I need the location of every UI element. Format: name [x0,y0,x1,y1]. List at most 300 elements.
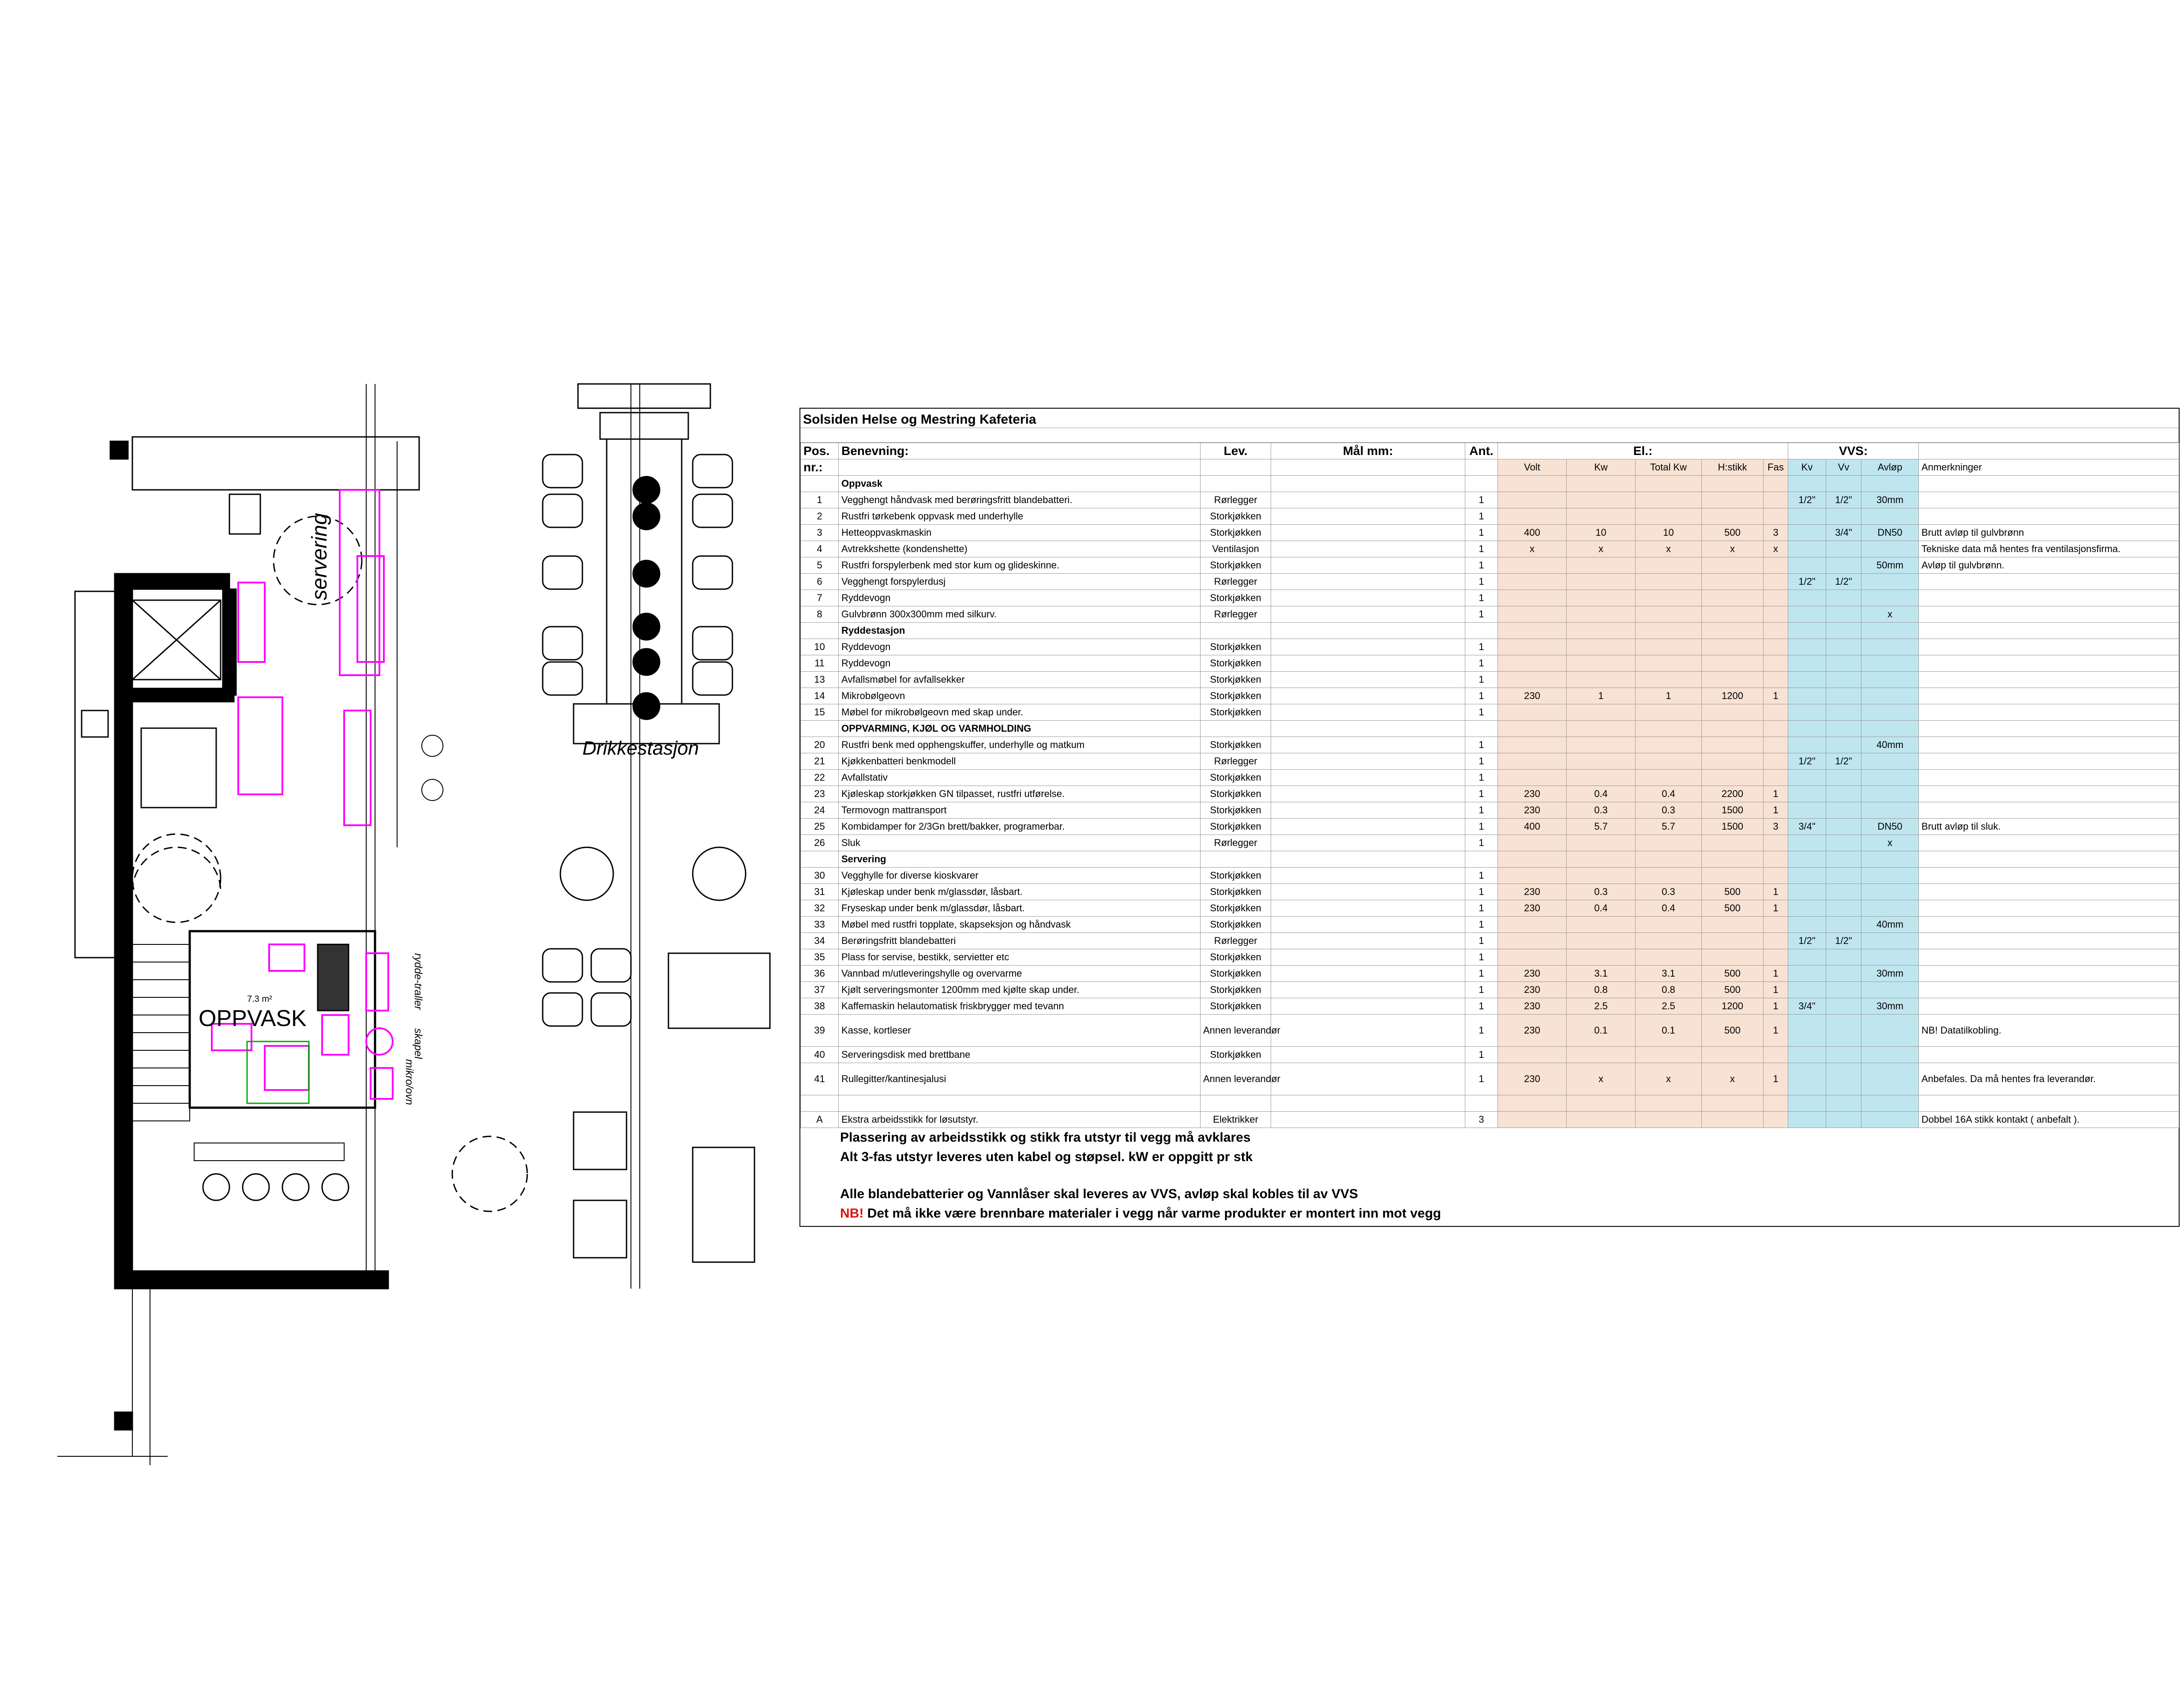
table-row [801,1112,2179,1128]
cell-total-kw: 0.4 [1636,786,1702,802]
cell-volt [1498,655,1567,672]
cell-h-stikk [1702,704,1764,721]
table-row [801,835,2179,851]
cell-kv [1788,688,1826,704]
cell-kw: 1 [1567,688,1636,704]
cell-lev: Storkjøkken [1201,508,1271,525]
cell-avlop: DN50 [1861,819,1919,835]
cell-ant: 1 [1465,492,1498,508]
cell-total-kw [1636,655,1702,672]
cell-vv [1826,868,1861,884]
cell-pos: 2 [801,508,839,525]
cell-note [1919,492,2179,508]
cell-pos: 36 [801,966,839,982]
cell-volt: 230 [1498,786,1567,802]
cell-lev: Storkjøkken [1201,688,1271,704]
cell-ant: 1 [1465,1015,1498,1047]
cell-vv [1826,900,1861,917]
cell-mal [1271,1063,1465,1095]
cell-avlop [1861,574,1919,590]
cell-total-kw [1636,1095,1702,1112]
cell-note [1919,737,2179,753]
cell-total-kw: 0.3 [1636,884,1702,900]
table-row [801,508,2179,525]
cell-lev: Storkjøkken [1201,966,1271,982]
col-total-kw: Total Kw [1636,459,1702,476]
cell-kv [1788,917,1826,933]
cell-volt: 230 [1498,884,1567,900]
cell-mal [1271,672,1465,688]
cell-name: Avfallsmøbel for avfallsekker [839,672,1201,688]
cell-mal [1271,884,1465,900]
cell-ant: 1 [1465,998,1498,1015]
header-row-2 [801,459,2179,476]
cell-h-stikk [1702,753,1764,770]
table-row [801,982,2179,998]
col-vvs: VVS: [1788,443,1919,459]
cell-pos: 4 [801,541,839,557]
cell-name: Avtrekkshette (kondenshette) [839,541,1201,557]
cell-mal [1271,868,1465,884]
cell-total-kw: 0.4 [1636,900,1702,917]
exterior-frame [75,591,115,958]
cell-h-stikk [1702,672,1764,688]
cell-note [1919,655,2179,672]
cell-kw [1567,868,1636,884]
cell-name: Avfallstativ [839,770,1201,786]
cell-mal [1271,753,1465,770]
cell-note [1919,900,2179,917]
cell-pos: 14 [801,688,839,704]
cell-fas: 1 [1764,900,1788,917]
cell-total-kw: 1 [1636,688,1702,704]
cell-avlop: 40mm [1861,917,1919,933]
cell-volt [1498,737,1567,753]
cell-kw [1567,590,1636,606]
cell-avlop [1861,1047,1919,1063]
cell-volt [1498,917,1567,933]
cell-avlop [1861,933,1919,949]
cell-ant: 1 [1465,1063,1498,1095]
cell-pos: 1 [801,492,839,508]
cell-volt: 230 [1498,982,1567,998]
table-row [801,819,2179,835]
cell-note [1919,868,2179,884]
west-wall [115,574,132,1289]
cell-lev: Elektrikker [1201,1112,1271,1128]
cell-mal [1271,1015,1465,1047]
cell-h-stikk: 500 [1702,900,1764,917]
cell-kv: 1/2" [1788,574,1826,590]
cell-kv [1788,590,1826,606]
cell-avlop [1861,900,1919,917]
cell-name: Ekstra arbeidsstikk for løsutstyr. [839,1112,1201,1128]
cell-pos: 6 [801,574,839,590]
cell-ant: 1 [1465,606,1498,623]
cell-vv [1826,1047,1861,1063]
cell-vv [1826,819,1861,835]
cell-kv [1788,1047,1826,1063]
cart [229,494,260,534]
cell-lev: Storkjøkken [1201,590,1271,606]
cell-total-kw [1636,933,1702,949]
cell-kv [1788,639,1826,655]
cell-mal [1271,933,1465,949]
cell-name: Sluk [839,835,1201,851]
cell-volt [1498,949,1567,966]
cell-avlop [1861,982,1919,998]
cell-h-stikk: 1500 [1702,802,1764,819]
label-servering: servering [308,513,331,600]
cell-h-stikk: x [1702,1063,1764,1095]
cell-ant: 1 [1465,525,1498,541]
cell-kw: 3.1 [1567,966,1636,982]
cell-pos: 25 [801,819,839,835]
turning-circle [132,834,221,922]
cell-pos: 30 [801,868,839,884]
cell-note [1919,770,2179,786]
cell-lev: Storkjøkken [1201,868,1271,884]
cell-h-stikk: 500 [1702,525,1764,541]
cell-mal [1271,1095,1465,1112]
cell-kv [1788,1015,1826,1047]
cell-avlop [1861,786,1919,802]
cell-pos: 32 [801,900,839,917]
cell-kv: 1/2" [1788,492,1826,508]
col-mal: Mål mm: [1271,443,1465,459]
cell-h-stikk [1702,1112,1764,1128]
cell-mal [1271,704,1465,721]
cell-volt: 400 [1498,525,1567,541]
cell-mal [1271,541,1465,557]
cell-h-stikk: x [1702,541,1764,557]
cell-note: NB! Datatilkobling. [1919,1015,2179,1047]
cell-kw [1567,753,1636,770]
cell-note [1919,966,2179,982]
cell-kv [1788,835,1826,851]
table-row [801,884,2179,900]
dishwasher-unit [318,944,349,1011]
cell-vv [1826,704,1861,721]
cell-kv [1788,1112,1826,1128]
cell-avlop: 40mm [1861,737,1919,753]
section-row [801,476,2179,492]
table-row [801,933,2179,949]
col-benevning: Benevning: [839,443,1201,459]
cell-vv [1826,557,1861,574]
cell-lev: Storkjøkken [1201,737,1271,753]
table-row [801,704,2179,721]
cell-fas [1764,1112,1788,1128]
table-row [801,688,2179,704]
cell-total-kw [1636,590,1702,606]
table-row [801,1063,2179,1095]
cell-avlop [1861,1112,1919,1128]
cell-kv [1788,949,1826,966]
col-lev: Lev. [1201,443,1271,459]
cell-pos: 33 [801,917,839,933]
exterior-box [82,711,108,737]
cell-kv [1788,508,1826,525]
cell-volt [1498,672,1567,688]
cell-volt [1498,590,1567,606]
cell-vv [1826,639,1861,655]
cell-avlop [1861,508,1919,525]
cell-vv [1826,835,1861,851]
table-row [801,541,2179,557]
cell-volt [1498,492,1567,508]
cell-kw [1567,639,1636,655]
cell-kw [1567,737,1636,753]
cell-ant: 1 [1465,737,1498,753]
cell-note [1919,606,2179,623]
cell-avlop [1861,672,1919,688]
cell-vv [1826,1015,1861,1047]
cell-vv [1826,541,1861,557]
cell-fas [1764,753,1788,770]
cell-mal [1271,639,1465,655]
cell-mal [1271,590,1465,606]
cell-vv [1826,949,1861,966]
col-ant: Ant. [1465,443,1498,459]
wall-column [110,441,128,459]
cell-avlop: 50mm [1861,557,1919,574]
cell-kv [1788,786,1826,802]
cell-h-stikk [1702,574,1764,590]
cell-vv [1826,802,1861,819]
door-swing [132,847,221,891]
cell-volt [1498,753,1567,770]
table-row [801,802,2179,819]
cell-name: Ryddevogn [839,655,1201,672]
cell-avlop [1861,655,1919,672]
table-row [801,525,2179,541]
cell-total-kw [1636,672,1702,688]
cell-note [1919,802,2179,819]
cell-h-stikk [1702,949,1764,966]
cell-kv: 3/4" [1788,998,1826,1015]
cell-avlop [1861,704,1919,721]
cell-note [1919,508,2179,525]
cell-lev: Annen leverandør [1201,1063,1271,1095]
cell-name: Kaffemaskin helautomatisk friskbrygger med tevann [839,998,1201,1015]
cell-ant: 1 [1465,933,1498,949]
table-row [801,655,2179,672]
cell-name: Kjøleskap under benk m/glassdør, låsbart. [839,884,1201,900]
cell-fas: 1 [1764,982,1788,998]
cell-ant: 1 [1465,508,1498,525]
cell-pos: 5 [801,557,839,574]
cell-h-stikk [1702,933,1764,949]
cell-pos: 24 [801,802,839,819]
table-row [801,1047,2179,1063]
cell-h-stikk: 1200 [1702,688,1764,704]
cell-mal [1271,982,1465,998]
north-wall [115,574,229,589]
cell-kv [1788,1095,1826,1112]
cell-volt: 230 [1498,900,1567,917]
cell-kw [1567,933,1636,949]
cell-ant: 1 [1465,1047,1498,1063]
cell-avlop [1861,590,1919,606]
cell-kv [1788,606,1826,623]
cell-mal [1271,606,1465,623]
cell-ant: 1 [1465,672,1498,688]
cell-total-kw [1636,1047,1702,1063]
cell-pos [801,1095,839,1112]
cell-volt [1498,1095,1567,1112]
cell-kv [1788,737,1826,753]
cell-fas: 3 [1764,525,1788,541]
cell-lev: Storkjøkken [1201,819,1271,835]
cell-volt [1498,639,1567,655]
cell-note [1919,590,2179,606]
cell-lev: Storkjøkken [1201,949,1271,966]
cell-pos: 35 [801,949,839,966]
cell-h-stikk [1702,737,1764,753]
col-vv: Vv [1826,459,1861,476]
cell-name: Kasse, kortleser [839,1015,1201,1047]
cell-total-kw: 0.3 [1636,802,1702,819]
section-title: Servering [839,851,1201,868]
cell-pos: 10 [801,639,839,655]
cell-mal [1271,525,1465,541]
col-nr: nr.: [801,459,839,476]
section-row [801,623,2179,639]
cell-ant: 1 [1465,900,1498,917]
cell-lev: Rørlegger [1201,606,1271,623]
cell-kw: 0.4 [1567,786,1636,802]
cell-avlop [1861,802,1919,819]
cell-name: Rustfri tørkebenk oppvask med underhylle [839,508,1201,525]
cell-pos: 40 [801,1047,839,1063]
cell-pos: 41 [801,1063,839,1095]
cell-h-stikk [1702,917,1764,933]
cell-avlop: 30mm [1861,998,1919,1015]
cell-total-kw: 10 [1636,525,1702,541]
cell-note [1919,672,2179,688]
cell-mal [1271,835,1465,851]
cell-mal [1271,998,1465,1015]
cell-pos: 31 [801,884,839,900]
cell-name: Vegghengt håndvask med berøringsfritt blandebatteri. [839,492,1201,508]
cell-kv [1788,802,1826,819]
cell-total-kw: 0.8 [1636,982,1702,998]
south-wall [115,1271,388,1289]
cell-name: Møbel med rustfri topplate, skapseksjon og håndvask [839,917,1201,933]
cell-kv [1788,525,1826,541]
cell-name: Mikrobølgeovn [839,688,1201,704]
cell-lev: Storkjøkken [1201,672,1271,688]
cell-fas: 1 [1764,1063,1788,1095]
cell-avlop: 30mm [1861,492,1919,508]
label-rydde-traller: rydde-traller [412,953,424,1010]
cell-ant: 1 [1465,982,1498,998]
cell-vv: 1/2" [1826,753,1861,770]
cell-mal [1271,900,1465,917]
cell-fas [1764,639,1788,655]
cell-mal [1271,1112,1465,1128]
cell-ant: 1 [1465,966,1498,982]
table-row [801,900,2179,917]
cell-lev: Ventilasjon [1201,541,1271,557]
cell-mal [1271,655,1465,672]
cell-kw [1567,917,1636,933]
cell-kw [1567,949,1636,966]
cell-mal [1271,574,1465,590]
label-drikkestasjon: Drikkestasjon [582,737,699,759]
cell-total-kw [1636,753,1702,770]
cell-vv [1826,590,1861,606]
cell-fas [1764,574,1788,590]
table-row [801,998,2179,1015]
cell-pos: 37 [801,982,839,998]
cell-total-kw [1636,606,1702,623]
cell-h-stikk [1702,835,1764,851]
cell-fas: 1 [1764,884,1788,900]
cell-lev [1201,1095,1271,1112]
cell-fas [1764,655,1788,672]
cell-name: Serveringsdisk med brettbane [839,1047,1201,1063]
cell-ant: 1 [1465,688,1498,704]
cell-avlop [1861,770,1919,786]
cell-h-stikk [1702,868,1764,884]
cell-volt [1498,933,1567,949]
cell-note [1919,835,2179,851]
cell-lev: Storkjøkken [1201,982,1271,998]
cell-lev: Rørlegger [1201,835,1271,851]
cell-name: Vegghengt forspylerdusj [839,574,1201,590]
cell-volt [1498,835,1567,851]
cell-h-stikk: 1200 [1702,998,1764,1015]
cell-avlop [1861,868,1919,884]
cell-ant: 1 [1465,835,1498,851]
cell-note: Anbefales. Da må hentes fra leverandør. [1919,1063,2179,1095]
cell-volt [1498,1047,1567,1063]
cell-volt [1498,508,1567,525]
cell-ant [1465,1095,1498,1112]
cell-pos: 21 [801,753,839,770]
table-row [801,606,2179,623]
cell-pos: 38 [801,998,839,1015]
cell-lev: Storkjøkken [1201,655,1271,672]
table-row [801,868,2179,884]
cell-lev: Rørlegger [1201,753,1271,770]
cell-vv [1826,982,1861,998]
cell-pos: 22 [801,770,839,786]
cell-kw [1567,1047,1636,1063]
seating-area [452,384,770,1289]
cell-fas [1764,672,1788,688]
cell-kv [1788,868,1826,884]
cell-pos: 26 [801,835,839,851]
cell-total-kw [1636,917,1702,933]
cell-h-stikk [1702,1047,1764,1063]
cell-pos: 39 [801,1015,839,1047]
col-anmerkninger: Anmerkninger [1919,459,2179,476]
cell-kw: 0.8 [1567,982,1636,998]
cell-fas [1764,704,1788,721]
table-row [801,1095,2179,1112]
label-area: 7.3 m² [247,994,272,1004]
cell-kw [1567,835,1636,851]
cell-note [1919,639,2179,655]
cell-kv [1788,704,1826,721]
cell-name: Kombidamper for 2/3Gn brett/bakker, programerbar. [839,819,1201,835]
table-row [801,574,2179,590]
cell-note: Avløp til gulvbrønn. [1919,557,2179,574]
cell-avlop [1861,1063,1919,1095]
